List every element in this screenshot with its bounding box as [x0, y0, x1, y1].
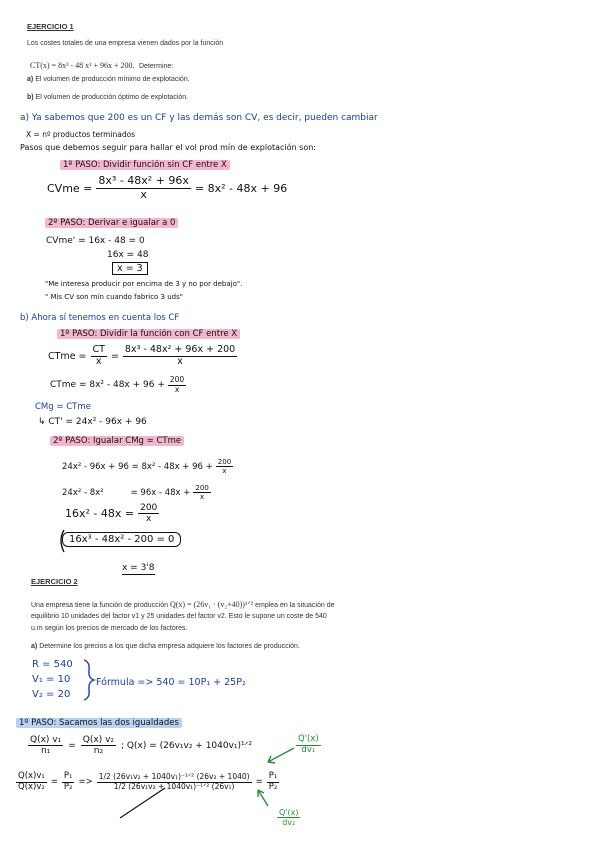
- equality-1-right-fraction: [81, 735, 116, 757]
- equation-1-text: 24x² - 96x + 96 = 8x² - 48x + 96 +: [62, 461, 213, 472]
- equality-1-right-numerator: Q(x) v₂: [82, 735, 115, 745]
- step-2-b-title: [50, 436, 184, 446]
- green-note-1-fraction: [296, 735, 321, 756]
- exercise-2-question-a-letter: a): [31, 643, 38, 650]
- equality-line-2: [16, 772, 279, 793]
- note-1: "Me interesa producir por encima de 3 y no por debajo".: [45, 280, 243, 288]
- ctme-lhs: CTme =: [48, 350, 87, 362]
- equality-1-right-denominator: n₂: [93, 746, 104, 757]
- note-2: " Mis CV son mín cuando fabrico 3 uds": [45, 293, 183, 301]
- ctme-equation: [48, 345, 237, 368]
- ctme-numerator: 8x³ - 48x² + 96x + 200: [124, 344, 236, 355]
- equality-2-p-fraction: [62, 772, 75, 793]
- step-2-a-label: 2º PASO: Derivar e igualar a 0: [45, 218, 178, 228]
- cvme-equation: [47, 175, 287, 201]
- answer-a-intro: a) Ya sabemos que 200 es un CF y las demás son CV, es decir, pueden cambiar: [20, 113, 378, 123]
- equality-2-q-fraction: [16, 772, 47, 793]
- equality-1-equals: =: [68, 740, 76, 751]
- cmg-ctme: CMg = CTme: [35, 402, 91, 412]
- green-note-2-fraction: [277, 808, 300, 827]
- answer-b-intro: b) Ahora sí tenemos en cuenta los CF: [20, 313, 180, 323]
- solution-b: [122, 563, 155, 573]
- ctme-ct-fraction: [91, 345, 107, 368]
- equality-2-result-numerator: P₁: [268, 771, 278, 781]
- equation-3-numerator: 200: [140, 503, 158, 513]
- exercise-2-heading: EJERCICIO 2: [31, 577, 78, 586]
- ctme-denominator: x: [177, 355, 183, 367]
- question-b-letter: b): [27, 94, 34, 101]
- ctme-simplified-fraction: [168, 376, 186, 394]
- green-note-1: [296, 735, 321, 756]
- steps-intro: Pasos que debemos seguir para hallar el vol prod mín de explotación son:: [20, 143, 316, 152]
- equality-2-p-numerator: P₁: [63, 771, 73, 781]
- equality-2-result-denominator: P₂: [268, 781, 278, 792]
- step-2-a-title: [45, 218, 178, 228]
- equation-2: [62, 484, 211, 501]
- equality-1-left-denominator: n₁: [40, 746, 51, 757]
- production-function-formula: Q(x) = (26v₁ · (v₂+40))¹ᐟ²: [169, 600, 254, 609]
- step-1-b-title: [57, 329, 240, 339]
- equation-2-fraction: [193, 484, 210, 501]
- question-b-text: El volumen de producción óptimo de explotación.: [35, 94, 189, 101]
- ctme-simplified-lhs: CTme = 8x² - 48x + 96 +: [50, 380, 165, 391]
- equation-1: [62, 458, 233, 475]
- equality-1-left-fraction: [28, 735, 63, 757]
- equation-3-denominator: x: [146, 514, 152, 525]
- equality-line-1: [28, 735, 252, 757]
- equation-4-box: 16x³ - 48x² - 200 = 0: [62, 532, 181, 547]
- cvme-fraction: [96, 175, 191, 201]
- ctme-simplified: [50, 376, 186, 394]
- equality-2-p-denominator: P₂: [63, 781, 73, 792]
- equation-3-fraction: [138, 503, 159, 525]
- exercise-1-intro: Los costes totales de una empresa vienen dados por la función: [27, 40, 224, 47]
- cvme-rhs: = 8x² - 48x + 96: [194, 181, 288, 195]
- green-note-2-denominator: dv₂: [282, 818, 296, 828]
- equality-2-equals-1: =: [50, 777, 58, 788]
- cvme-denominator: x: [140, 187, 147, 201]
- solution-a-box: x = 3: [112, 262, 148, 275]
- equation-1-fraction: [216, 458, 233, 475]
- equality-2-big-denominator: 1/2 (26v₁v₂ + 1040v₁)⁻¹ᐟ² (26v₁): [113, 781, 235, 791]
- exercise-2-step-1-label: 1º PASO: Sacamos las dos igualdades: [16, 718, 182, 728]
- ctme-ct-denominator: x: [95, 355, 102, 367]
- step-1-a-title: [60, 160, 230, 170]
- equality-2-q-numerator: Q(x)v₁: [18, 771, 45, 781]
- equation-1-numerator: 200: [217, 458, 232, 466]
- v1-value: V₁ = 10: [32, 674, 71, 685]
- equation-4: [62, 534, 181, 545]
- equation-2-numerator: 200: [195, 484, 209, 492]
- r-value: R = 540: [32, 659, 73, 670]
- equality-2-big-numerator: 1/2 (26v₁v₂ + 1040v₁)⁻¹ᐟ² (26v₂ + 1040): [98, 772, 250, 782]
- question-a: [27, 76, 190, 83]
- ctme-fraction: [123, 345, 237, 368]
- ct-derivative: ↳ CT' = 24x² - 96x + 96: [38, 417, 147, 427]
- cost-function-line: [30, 55, 173, 73]
- step-2-b-label: 2º PASO: Igualar CMg = CTme: [50, 436, 184, 446]
- equality-2-big-fraction: [97, 773, 252, 791]
- exercise-2-line-1b: emplea en la situación de: [255, 602, 335, 609]
- step-1-b-label: 1º PASO: Dividir la función con CF entre X: [57, 329, 240, 339]
- green-note-2: [277, 808, 300, 827]
- green-arrow-1-head: [268, 756, 275, 763]
- exercise-1-heading: EJERCICIO 1: [27, 22, 74, 31]
- equation-1-denominator: x: [222, 467, 227, 476]
- equality-2-implies: =>: [78, 777, 93, 788]
- question-a-text: El volumen de producción mínimo de explotación.: [35, 76, 190, 83]
- equation-3-text: 16x² - 48x =: [65, 507, 135, 521]
- equality-2-result-fraction: [267, 772, 280, 793]
- equation-2-text: 24x² - 8x² = 96x - 48x +: [62, 487, 191, 498]
- ctme-ct-numerator: CT: [92, 344, 105, 355]
- cvme-lhs: CVme =: [47, 181, 93, 195]
- exercise-2-line-1a: Una empresa tiene la función de producción: [31, 602, 168, 609]
- equality-1-left-numerator: Q(x) v₁: [30, 735, 62, 745]
- question-a-letter: a): [27, 76, 34, 83]
- exercise-2-line-2: equilibrio 10 unidades del factor v1 y 25 unidades del factor v2. Esto le supone un coste de 540: [31, 613, 327, 620]
- data-brace: [84, 660, 94, 700]
- v2-value: V₂ = 20: [32, 689, 71, 700]
- question-b: [27, 94, 188, 101]
- cost-function-formula: CT(x) = 8x³ - 48 x² + 96x + 200.: [30, 61, 135, 70]
- green-note-1-numerator: Q'(x): [298, 734, 319, 744]
- exercise-2-line-1: [31, 600, 335, 609]
- ctme-simplified-denominator: x: [174, 384, 180, 394]
- cvme-numerator: 8x³ - 48x² + 96x: [98, 174, 189, 187]
- x-definition: X = nº productos terminados: [26, 130, 136, 139]
- determine-label: Determine:: [139, 63, 174, 70]
- solution-a: [112, 263, 148, 274]
- equation-3: [65, 503, 159, 525]
- equation-2-denominator: x: [200, 493, 205, 502]
- green-note-2-numerator: Q'(x): [279, 808, 299, 817]
- exercise-2-question-a-text: Determine los precios a los que dicha empresa adquiere los factores de producción.: [39, 643, 300, 650]
- equality-1-tail: ; Q(x) = (26v₁v₂ + 1040v₁)¹ᐟ²: [121, 740, 253, 751]
- ctme-equals: =: [110, 350, 119, 362]
- derivative-equation: CVme' = 16x - 48 = 0: [46, 236, 145, 246]
- derivative-step: 16x = 48: [107, 250, 149, 260]
- ctme-simplified-numerator: 200: [169, 375, 185, 384]
- green-note-1-denominator: dv₁: [301, 744, 316, 755]
- equality-2-equals-2: =: [255, 777, 263, 788]
- green-arrow-1: [268, 748, 294, 762]
- solution-b-underlined: x = 3'8: [122, 563, 155, 573]
- formula-label: Fórmula => 540 = 10P₁ + 25P₂: [96, 677, 246, 688]
- step-1-a-label: 1º PASO: Dividir función sin CF entre X: [60, 160, 230, 170]
- exercise-2-step-1: [16, 718, 182, 728]
- equality-2-q-denominator: Q(x)v₂: [18, 781, 45, 792]
- exercise-2-line-3: u.m según los precios de mercado de los factores.: [31, 625, 188, 632]
- exercise-2-question-a: [31, 643, 300, 650]
